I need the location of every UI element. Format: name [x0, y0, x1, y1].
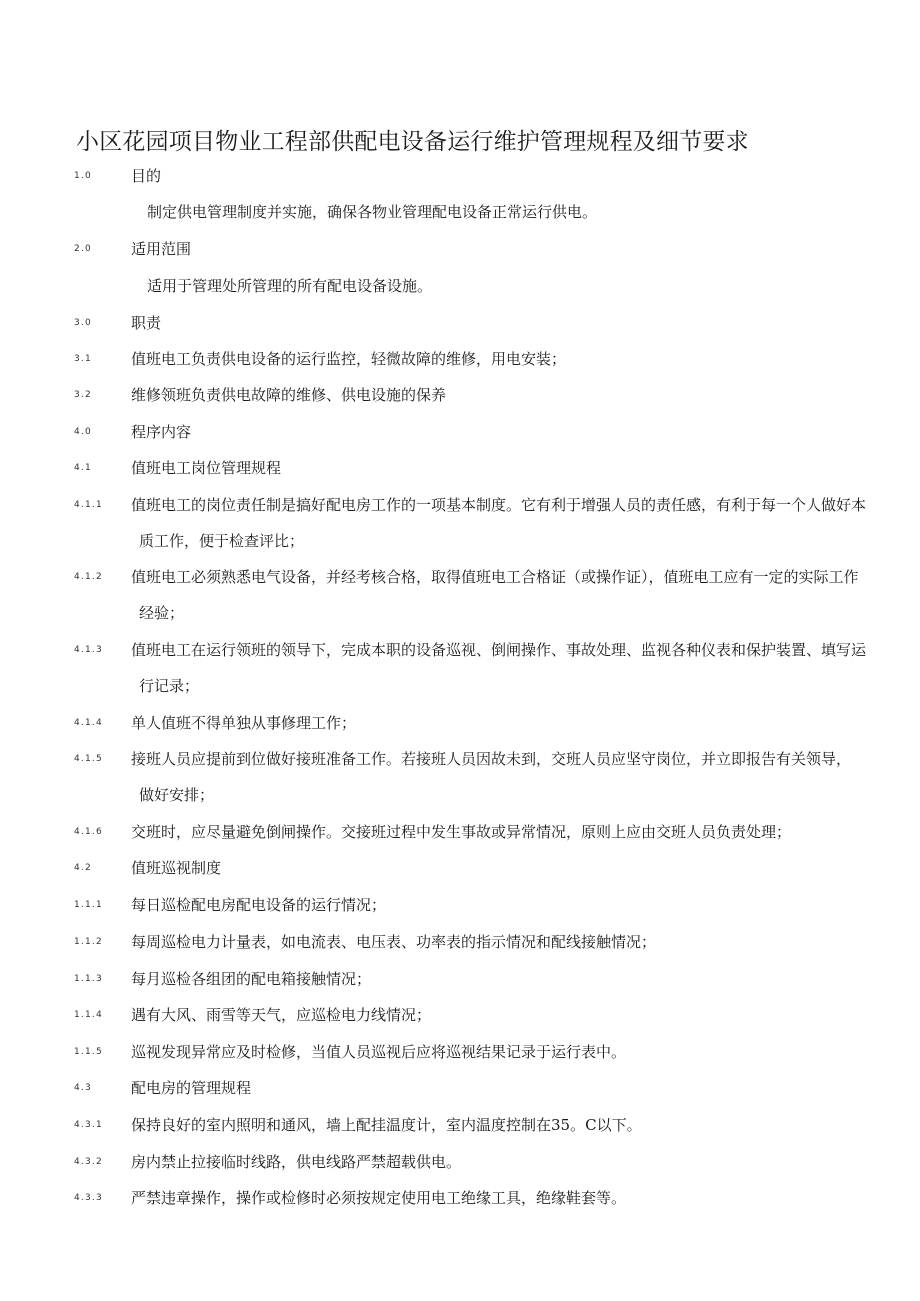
- section-number: 4.1: [74, 463, 92, 473]
- section-number: 2.0: [74, 244, 92, 254]
- section-text-continuation: 行记录；: [139, 677, 200, 695]
- section-number: 1.1.3: [74, 974, 103, 984]
- section-heading: 职责: [131, 314, 162, 332]
- section-number: 4.3.2: [74, 1157, 103, 1167]
- section-text: 值班电工在运行领班的领导下，完成本职的设备巡视、倒闸操作、事故处理、监视各种仪表和保护装置、填写运: [131, 641, 867, 659]
- section-number: 3.1: [74, 354, 92, 364]
- section-heading: 目的: [131, 167, 162, 185]
- section-text: 遇有大风、雨雪等天气，应巡检电力线情况；: [131, 1006, 432, 1024]
- section-number: 4.3.3: [74, 1193, 103, 1203]
- paragraph-text: 制定供电管理制度并实施，确保各物业管理配电设备正常运行供电。: [147, 203, 598, 221]
- section-number: 4.0: [74, 427, 92, 437]
- document-title: 小区花园项目物业工程部供配电设备运行维护管理规程及细节要求: [76, 129, 749, 155]
- section-number: 1.1.4: [74, 1010, 103, 1020]
- section-number: 4.3.1: [74, 1120, 103, 1130]
- section-number: 4.1.6: [74, 827, 103, 837]
- section-heading: 配电房的管理规程: [131, 1079, 252, 1097]
- section-number: 4.1.2: [74, 572, 103, 582]
- section-text: 单人值班不得单独从事修理工作；: [131, 714, 357, 732]
- section-number: 4.1.5: [74, 754, 103, 764]
- section-number: 3.0: [74, 318, 92, 328]
- section-heading: 值班巡视制度: [131, 859, 222, 877]
- section-text: 接班人员应提前到位做好接班准备工作。若接班人员因故未到，交班人员应坚守岗位，并立即报告有关领导，: [131, 750, 852, 768]
- section-heading: 适用范围: [131, 240, 192, 258]
- section-number: 4.1.4: [74, 718, 103, 728]
- section-number: 4.2: [74, 863, 92, 873]
- section-text: 值班电工负责供电设备的运行监控，轻微故障的维修，用电安装；: [131, 350, 567, 368]
- section-text: 巡视发现异常应及时检修，当值人员巡视后应将巡视结果记录于运行表中。: [131, 1043, 627, 1061]
- section-number: 4.3: [74, 1083, 92, 1093]
- section-number: 1.1.1: [74, 900, 103, 910]
- section-heading: 程序内容: [131, 423, 192, 441]
- section-number: 3.2: [74, 390, 92, 400]
- section-text-continuation: 经验；: [139, 604, 185, 622]
- section-number: 4.1.1: [74, 500, 103, 510]
- section-text: 每日巡检配电房配电设备的运行情况；: [131, 896, 387, 914]
- section-text: 维修领班负责供电故障的维修、供电设施的保养: [131, 386, 447, 404]
- section-heading: 值班电工岗位管理规程: [131, 459, 282, 477]
- section-number: 1.0: [74, 171, 92, 181]
- section-text: 值班电工的岗位责任制是搞好配电房工作的一项基本制度。它有利于增强人员的责任感，有利于每一个人做好本: [131, 496, 867, 514]
- section-text: 严禁违章操作，操作或检修时必须按规定使用电工绝缘工具，绝缘鞋套等。: [131, 1189, 627, 1207]
- section-number: 4.1.3: [74, 645, 103, 655]
- paragraph-text: 适用于管理处所管理的所有配电设备设施。: [147, 277, 433, 295]
- section-number: 1.1.5: [74, 1047, 103, 1057]
- section-text: 房内禁止拉接临时线路，供电线路严禁超载供电。: [131, 1153, 462, 1171]
- section-text: 每月巡检各组团的配电箱接触情况；: [131, 970, 372, 988]
- section-text-continuation: 做好安排；: [139, 786, 215, 804]
- section-text: 保持良好的室内照明和通风，墙上配挂温度计，室内温度控制在35。C以下。: [131, 1116, 642, 1134]
- section-text: 交班时，应尽量避免倒闸操作。交接班过程中发生事故或异常情况，原则上应由交班人员负责处理；: [131, 823, 792, 841]
- section-text: 每周巡检电力计量表，如电流表、电压表、功率表的指示情况和配线接触情况；: [131, 933, 657, 951]
- section-text-continuation: 质工作，便于检查评比；: [139, 532, 305, 550]
- section-number: 1.1.2: [74, 937, 103, 947]
- section-text: 值班电工必须熟悉电气设备，并经考核合格，取得值班电工合格证（或操作证），值班电工应有一定的实际工作: [131, 568, 859, 586]
